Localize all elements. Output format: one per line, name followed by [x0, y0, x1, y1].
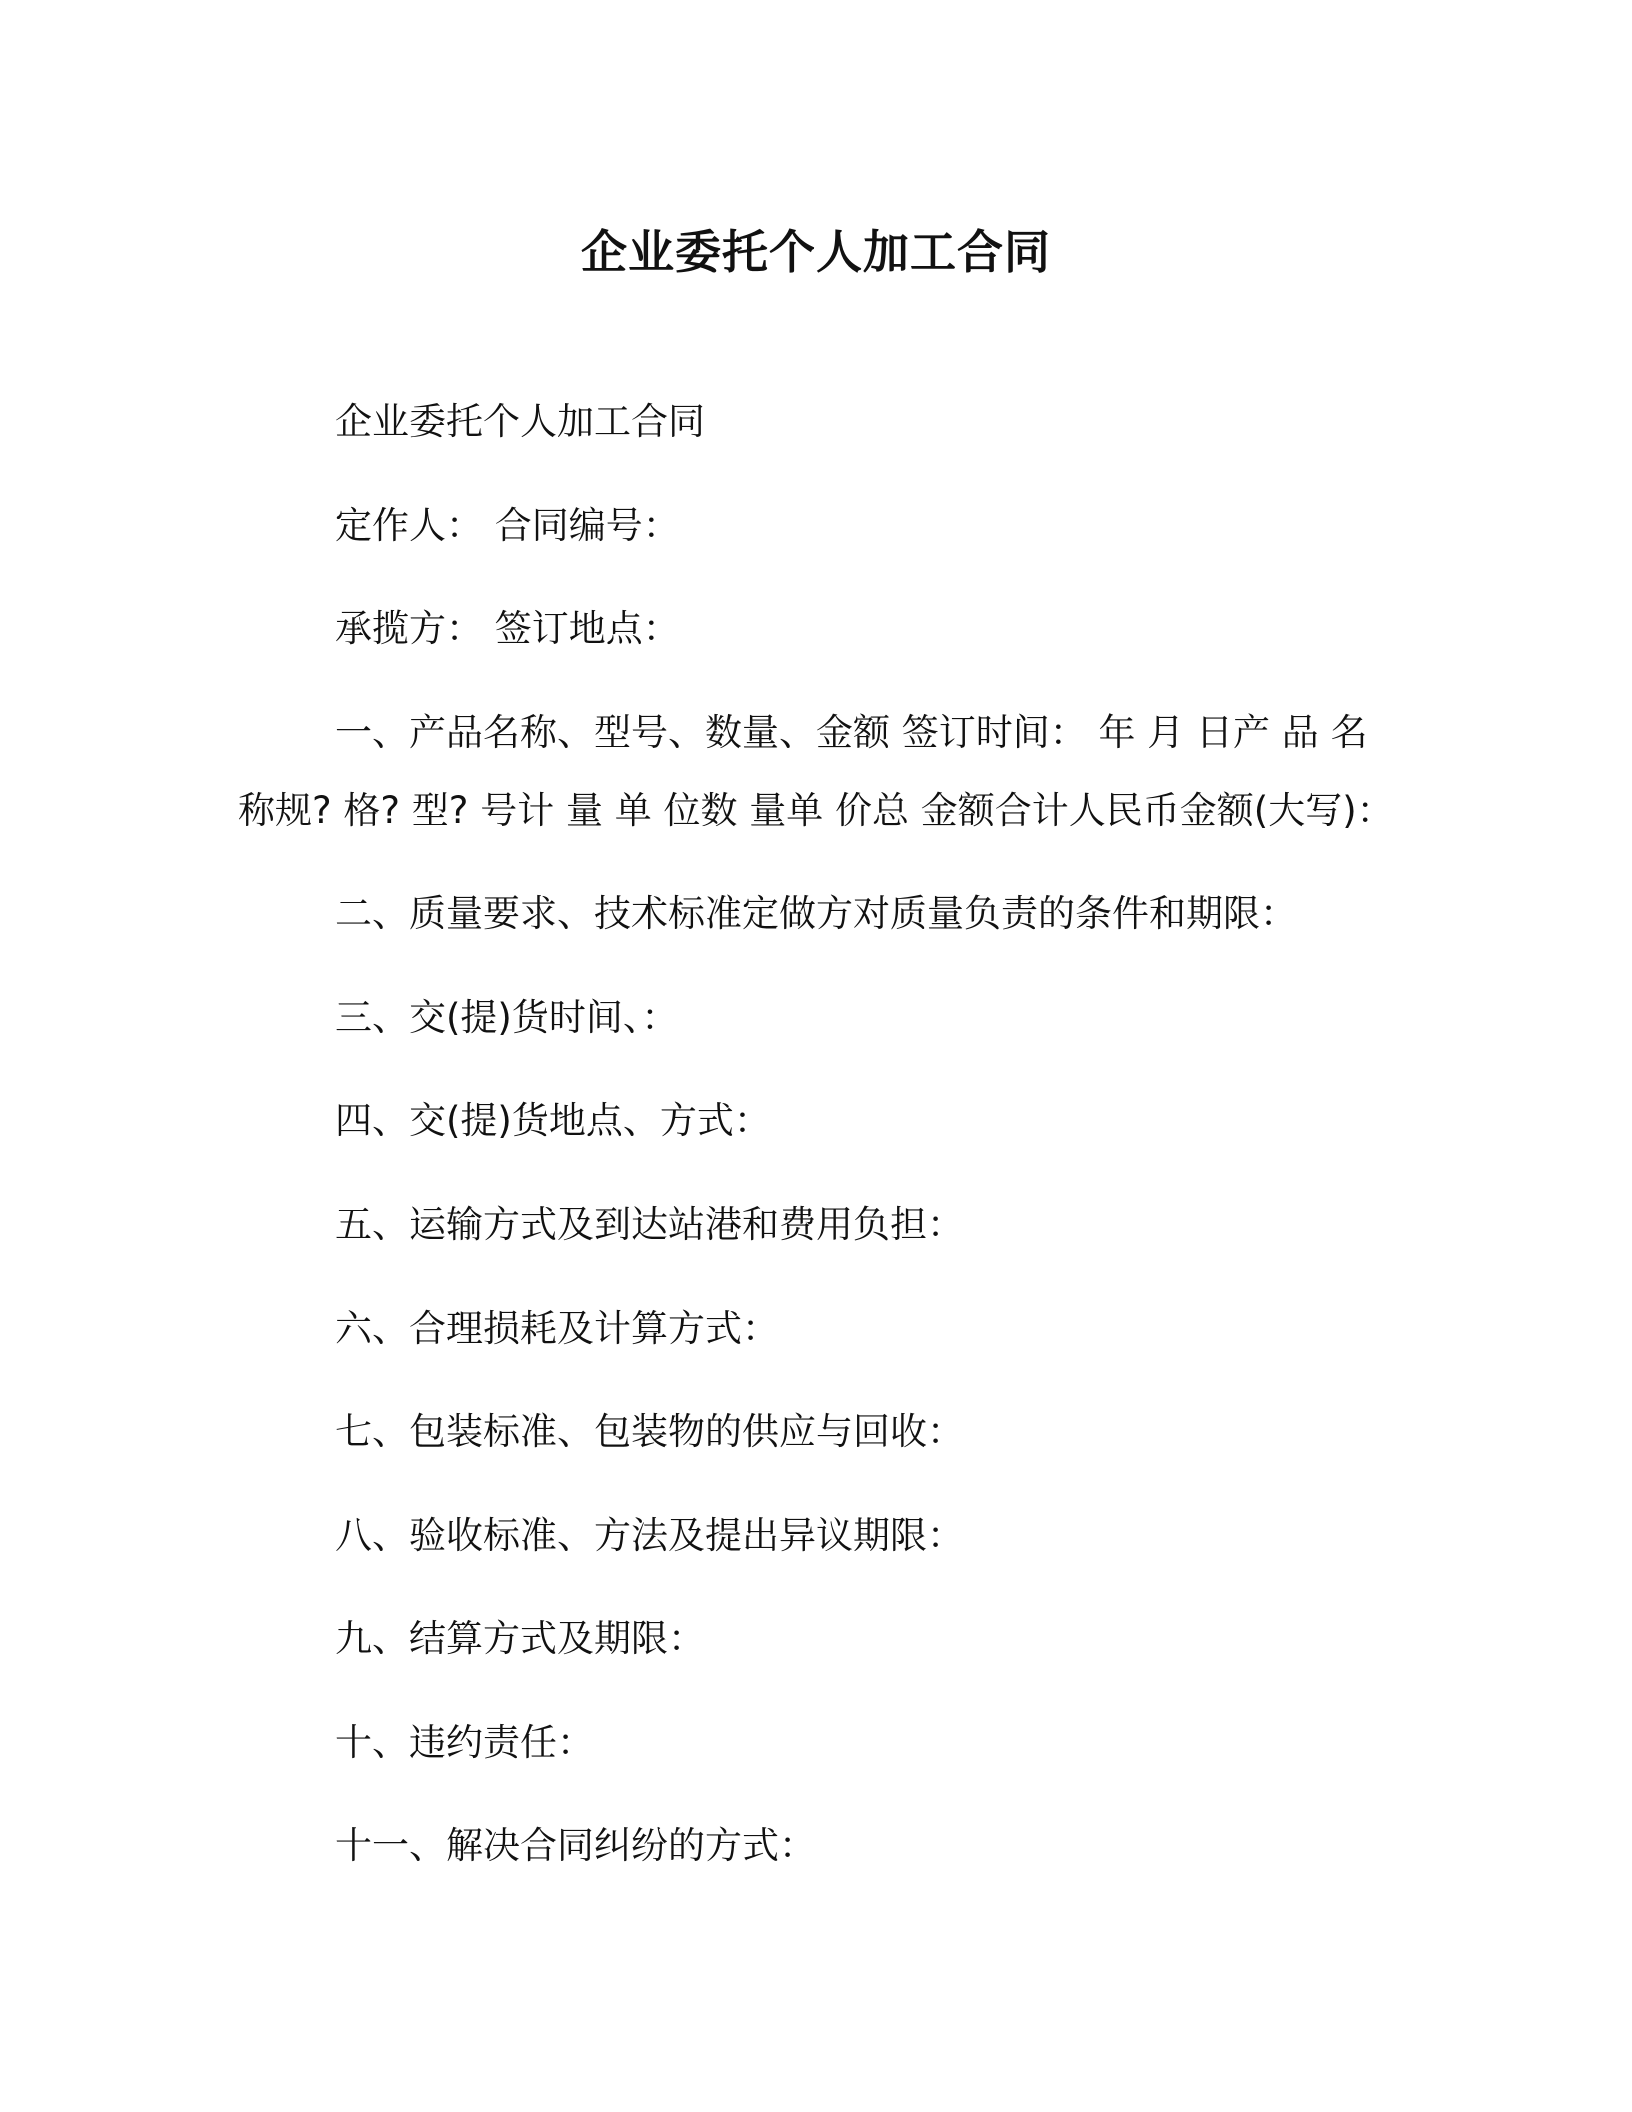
clause-10: 十、违约责任：: [335, 1721, 594, 1764]
clause-6: 六、合理损耗及计算方式：: [335, 1307, 779, 1350]
clause-1-line-1: 一、产品名称、型号、数量、金额 签订时间： 年 月 日产 品 名: [335, 711, 1368, 754]
contractor-line: 承揽方： 签订地点：: [335, 607, 680, 650]
clause-3: 三、交(提)货时间、：: [335, 996, 679, 1039]
document-title: 企业委托个人加工合同: [581, 225, 1051, 279]
orderer-line: 定作人： 合同编号：: [335, 504, 680, 547]
clause-4: 四、交(提)货地点、方式：: [335, 1099, 771, 1142]
clause-5: 五、运输方式及到达站港和费用负担：: [335, 1203, 964, 1246]
clause-8: 八、验收标准、方法及提出异议期限：: [335, 1514, 964, 1557]
clause-7: 七、包装标准、包装物的供应与回收：: [335, 1410, 964, 1453]
document-subtitle: 企业委托个人加工合同: [335, 400, 705, 443]
clause-1-line-2: 称规? 格? 型? 号计 量 单 位数 量单 价总 金额合计人民币金额(大写)：: [238, 789, 1394, 832]
clause-9: 九、结算方式及期限：: [335, 1617, 705, 1660]
clause-11: 十一、解决合同纠纷的方式：: [335, 1824, 816, 1867]
clause-2: 二、质量要求、技术标准定做方对质量负责的条件和期限：: [335, 892, 1297, 935]
